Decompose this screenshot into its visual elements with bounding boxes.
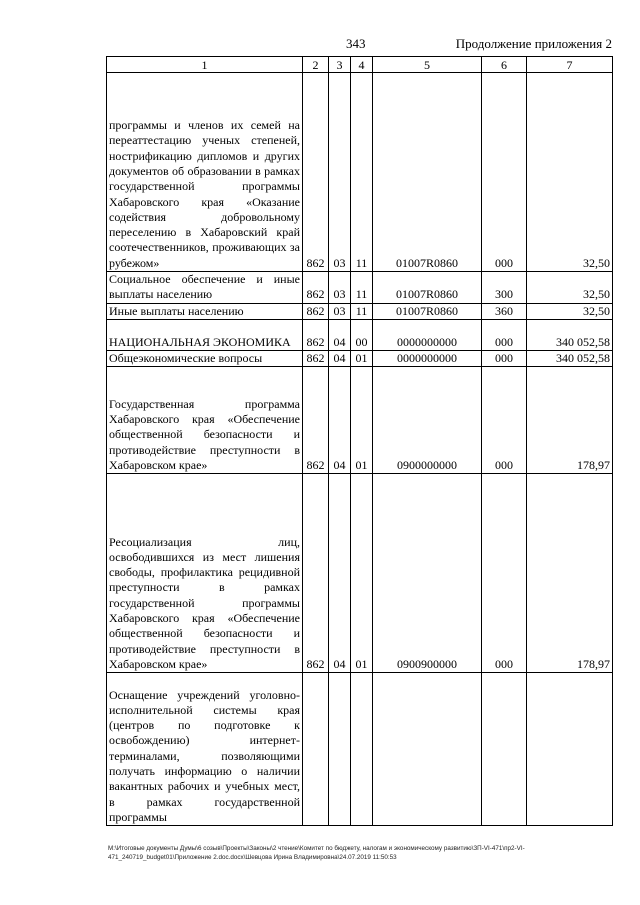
row-name: НАЦИОНАЛЬНАЯ ЭКОНОМИКА: [107, 319, 303, 350]
table-row: [107, 474, 613, 673]
amount: 340 052,58: [527, 350, 613, 366]
amount: 178,97: [527, 474, 613, 673]
ved-code: 862: [303, 474, 329, 673]
row-name: Общеэкономические вопросы: [107, 350, 303, 366]
column-header: 6: [482, 57, 527, 73]
page-number: 343: [346, 36, 366, 51]
table-header-row: [107, 57, 613, 73]
section-code: 03: [329, 272, 351, 304]
expense-type-code: 300: [482, 272, 527, 304]
amount: 32,50: [527, 272, 613, 304]
amount: [527, 673, 613, 826]
section-code: 04: [329, 319, 351, 350]
amount: 178,97: [527, 367, 613, 474]
subsection-code: [351, 673, 373, 826]
ved-code: 862: [303, 367, 329, 474]
subsection-code: 01: [351, 367, 373, 474]
ved-code: [303, 673, 329, 826]
subsection-code: 01: [351, 350, 373, 366]
section-code: [329, 673, 351, 826]
column-header: 2: [303, 57, 329, 73]
row-name: программы и членов их семей на переаттестацию ученых степеней, нострификацию дипломов и других документов об образовании в рамках государственной программы Хабаровского края «Оказание содействия добровольному переселению в Хабаровский край соотечественников, проживающих за рубежом»: [107, 73, 303, 272]
target-article-code: [373, 673, 482, 826]
document-path-footer: M:\Итоговые документы Думы\6 созыв\Проекты\Законы\2 чтение\Комитет по бюджету, налогам и экономическому развитию\ЗП-VI-471\пр2-VI-471_240719_budget01\Приложение 2.doc.docx\Шевцова Ирина Владимировна\24.07.2019 11:50:53: [108, 845, 525, 861]
table-row: [107, 350, 613, 366]
expense-type-code: 000: [482, 474, 527, 673]
expense-type-code: [482, 673, 527, 826]
table-row: [107, 272, 613, 304]
row-name: Государственная программа Хабаровского края «Обеспечение общественной безопасности и противодействие преступности в Хабаровском крае»: [107, 367, 303, 474]
ved-code: 862: [303, 272, 329, 304]
ved-code: 862: [303, 73, 329, 272]
subsection-code: 01: [351, 474, 373, 673]
ved-code: 862: [303, 350, 329, 366]
expense-type-code: 000: [482, 319, 527, 350]
target-article-code: 0000000000: [373, 319, 482, 350]
expense-type-code: 360: [482, 303, 527, 319]
target-article-code: 0000000000: [373, 350, 482, 366]
column-header: 7: [527, 57, 613, 73]
expense-type-code: 000: [482, 73, 527, 272]
appendix-note: Продолжение приложения 2: [455, 36, 612, 51]
table-row: [107, 673, 613, 826]
subsection-code: 11: [351, 73, 373, 272]
section-code: 04: [329, 350, 351, 366]
column-header: 5: [373, 57, 482, 73]
row-name: Оснащение учреждений уголовно-исполнительной системы края (центров по подготовке к освобождению) интернет-терминалами, позволяющими получать информацию о наличии вакантных рабочих и учебных мест, в рамках государственной программы: [107, 673, 303, 826]
expense-type-code: 000: [482, 367, 527, 474]
ved-code: 862: [303, 319, 329, 350]
target-article-code: 0900000000: [373, 367, 482, 474]
column-header: 3: [329, 57, 351, 73]
target-article-code: 0900900000: [373, 474, 482, 673]
column-header: 4: [351, 57, 373, 73]
ved-code: 862: [303, 303, 329, 319]
subsection-code: 11: [351, 272, 373, 304]
amount: 32,50: [527, 73, 613, 272]
table-row: [107, 367, 613, 474]
amount: 32,50: [527, 303, 613, 319]
section-code: 04: [329, 474, 351, 673]
section-code: 03: [329, 73, 351, 272]
table-row: [107, 319, 613, 350]
table-row: [107, 73, 613, 272]
section-code: 03: [329, 303, 351, 319]
row-name: Социальное обеспечение и иные выплаты населению: [107, 272, 303, 304]
budget-table: [106, 56, 613, 826]
target-article-code: 01007R0860: [373, 272, 482, 304]
row-name: Иные выплаты населению: [107, 303, 303, 319]
subsection-code: 11: [351, 303, 373, 319]
target-article-code: 01007R0860: [373, 303, 482, 319]
section-code: 04: [329, 367, 351, 474]
amount: 340 052,58: [527, 319, 613, 350]
expense-type-code: 000: [482, 350, 527, 366]
column-header: 1: [107, 57, 303, 73]
table-row: [107, 303, 613, 319]
row-name: Ресоциализация лиц, освободившихся из мест лишения свободы, профилактика рецидивной преступности в рамках государственной программы Хабаровского края «Обеспечение общественной безопасности и противодействие преступности в Хабаровском крае»: [107, 474, 303, 673]
subsection-code: 00: [351, 319, 373, 350]
target-article-code: 01007R0860: [373, 73, 482, 272]
